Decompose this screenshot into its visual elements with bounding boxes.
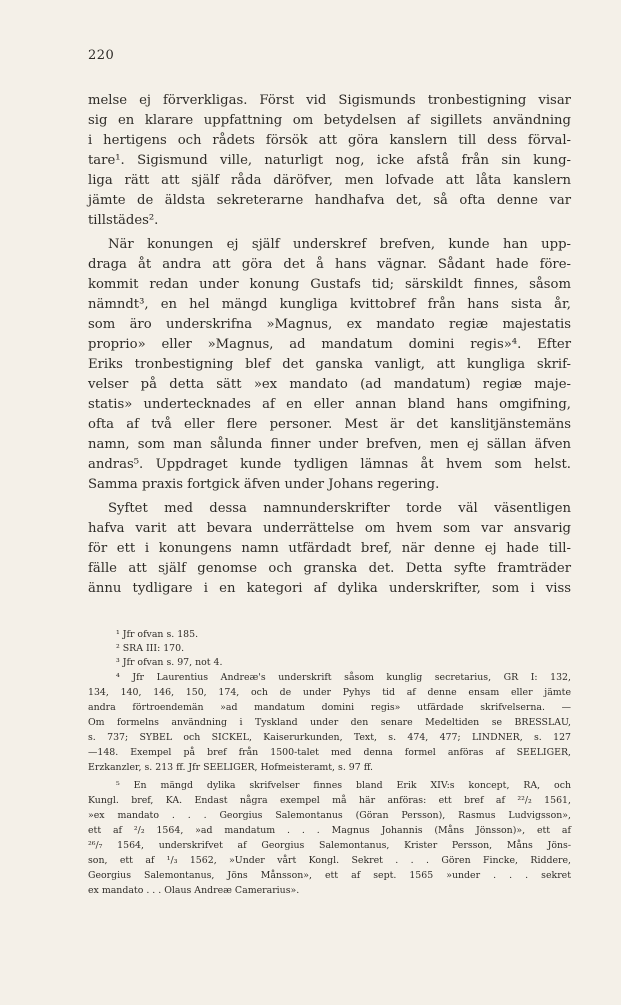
- footnote-line: »ex mandato . . . Georgius Salemontanus (Göran Persson), Rasmus Ludvigsson»,: [88, 810, 571, 821]
- text-line: ofta af två eller flere personer. Mest är det kanslitjänstemäns: [88, 417, 571, 432]
- text-line: tillstädes².: [88, 213, 159, 228]
- footnote-line: ³ Jfr ofvan s. 97, not 4.: [116, 657, 223, 668]
- footnote-line: son, ett af ¹/₃ 1562, »Under vårt Kongl. Sekret . . . Gören Fincke, Riddere,: [88, 855, 571, 866]
- footnote-line: ett af ²/₂ 1564, »ad mandatum . . . Magnus Johannis (Måns Jönsson)», ett af: [88, 825, 571, 836]
- text-line: som äro underskrifna »Magnus, ex mandato regiæ majestatis: [88, 317, 571, 332]
- footnote-line: Georgius Salemontanus, Jöns Månsson», ett af sept. 1565 »under . . . sekret: [88, 870, 571, 881]
- footnote-line: ⁵ En mängd dylika skrifvelser finnes bland Erik XIV:s koncept, RA, och: [116, 780, 571, 791]
- footnote-line: s. 737; SYBEL och SICKEL, Kaiserurkunden, Text, s. 474, 477; LINDNER, s. 127: [88, 732, 571, 743]
- footnote-line: ¹ Jfr ofvan s. 185.: [116, 629, 199, 640]
- text-line: liga rätt att själf råda däröfver, men lofvade att låta kanslern: [88, 173, 571, 188]
- page-number: 220: [88, 48, 115, 63]
- footnote-line: Om formelns användning i Tyskland under den senare Medeltiden se BRESSLAU,: [88, 717, 571, 728]
- footnote-line: andra förtroendemän »ad mandatum domini regis» utfärdade skrifvelserna. —: [88, 702, 571, 713]
- text-line: Samma praxis fortgick äfven under Johans regering.: [88, 477, 440, 492]
- text-line: tare¹. Sigismund ville, naturligt nog, icke afstå från sin kung-: [88, 153, 571, 168]
- footnote-line: 134, 140, 146, 150, 174, och de under Pyhys tid af denne ensam eller jämte: [88, 687, 571, 698]
- text-line: nämndt³, en hel mängd kungliga kvittobref från hans sista år,: [88, 297, 571, 312]
- paragraph-start-line: Syftet med dessa namnunderskrifter torde väl väsentligen: [108, 501, 571, 516]
- text-line: ännu tydligare i en kategori af dylika underskrifter, som i viss: [88, 581, 571, 596]
- footnote-line: —148. Exempel på bref från 1500-talet med denna formel anföras af SEELIGER,: [88, 747, 571, 758]
- text-line: i hertigens och rådets försök att göra kanslern till dess förval-: [88, 133, 571, 148]
- text-line: statis» undertecknades af en eller annan bland hans omgifning,: [88, 397, 571, 412]
- footnote-line: ⁴ Jfr Laurentius Andreæ's underskrift såsom kunglig secretarius, GR I: 132,: [116, 672, 571, 683]
- text-line: andras⁵. Uppdraget kunde tydligen lämnas åt hvem som helst.: [88, 457, 571, 472]
- footnote-line: ex mandato . . . Olaus Andreæ Camerarius».: [88, 885, 300, 896]
- text-line: draga åt andra att göra det å hans vägnar. Sådant hade före-: [88, 257, 571, 272]
- paragraph-start-line: När konungen ej själf underskref brefven, kunde han upp-: [108, 237, 571, 252]
- text-line: jämte de äldsta sekreterarne handhafva det, så ofta denne var: [88, 193, 571, 208]
- footnote-line: ² SRA III: 170.: [116, 643, 185, 654]
- text-line: sig en klarare uppfattning om betydelsen af sigillets användning: [88, 113, 571, 128]
- text-line: melse ej förverkligas. Först vid Sigismunds tronbestigning visar: [88, 93, 571, 108]
- text-line: proprio» eller »Magnus, ad mandatum domini regis»⁴. Efter: [88, 337, 571, 352]
- text-line: hafva varit att bevara underrättelse om hvem som var ansvarig: [88, 521, 571, 536]
- text-line: Eriks tronbestigning blef det ganska vanligt, att kungliga skrif-: [88, 357, 571, 372]
- footnote-line: Erzkanzler, s. 213 ff. Jfr SEELIGER, Hofmeisteramt, s. 97 ff.: [88, 762, 374, 773]
- text-line: namn, som man sålunda finner under brefven, men ej sällan äfven: [88, 437, 571, 452]
- text-line: velser på detta sätt »ex mandato (ad mandatum) regiæ maje-: [88, 377, 571, 392]
- text-line: kommit redan under konung Gustafs tid; särskildt finnes, såsom: [88, 277, 571, 292]
- footnote-line: ²⁶/₇ 1564, underskrifvet af Georgius Salemontanus, Krister Persson, Måns Jöns-: [88, 840, 571, 851]
- footnote-line: Kungl. bref, KA. Endast några exempel må här anföras: ett bref af ²²/₂ 1561,: [88, 795, 571, 806]
- text-line: för ett i konungens namn utfärdadt bref, när denne ej hade till-: [88, 541, 571, 556]
- text-line: fälle att själf genomse och granska det. Detta syfte framträder: [88, 561, 571, 576]
